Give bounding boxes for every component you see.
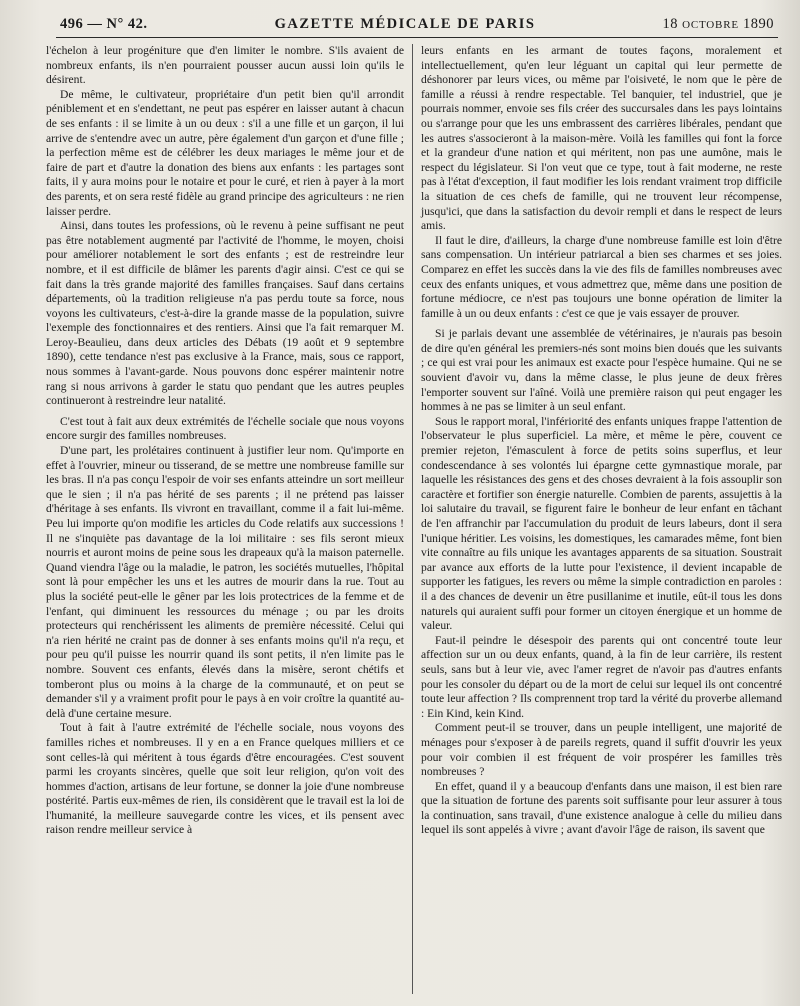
page-number: 496 — N° 42.: [60, 16, 148, 32]
paragraph: Tout à fait à l'autre extrémité de l'échelle sociale, nous voyons des familles riches et nombreuses. Il y en a en France quelques milliers et ce sont celles-là qui méritent à tous égards d'être encouragées. C'est souvent parmi les croyants sincères, quelle que soit leur religion, qu'on voit des hommes d'action, artisans de leur fortune, se donner la joie d'une nombreuse postérité. Partis eux-mêmes de rien, ils considèrent que le travail est la loi de l'humanité, la meilleure sauvegarde contre les vices, et ils pensent avec raison rendre meilleur service à: [46, 721, 405, 837]
paragraph: Sous le rapport moral, l'infériorité des enfants uniques frappe l'attention de l'observateur le plus superficiel. La mère, et même le père, couvent ce premier rejeton, l'émasculent à force de petits soins superflus, et leur condescendance à ses volontés lui épargne cette gymnastique morale, par laquelle les résistances des gens et des choses devraient à la fois assouplir son caractère et fortifier son énergie naturelle. Combien de parents, assujettis à la loi salutaire du travail, se figurent faire le bonheur de leur enfant en tâchant de l'en affranchir par l'accumulation du produit de leurs labeurs, dont il sera l'unique héritier. Les voisins, les domestiques, les camarades même, font bien vite connaître au fils unique les avantages apparents de sa situation. Soustrait par avance aux efforts de la lutte pour l'existence, il devient incapable de supporter les fatigues, les revers ou même la simple contradiction en paroles : il a des chances de devenir un être pusillanime et inutile, eût-il tous les dons naturels qui auraient suffi pour former un citoyen énergique et un homme de valeur.: [421, 414, 782, 633]
paragraph: Comment peut-il se trouver, dans un peuple intelligent, une majorité de ménages pour s'exposer à de pareils regrets, quand il suffit d'ouvrir les yeux pour voir combien il est fréquent de voir prospérer les familles très nombreuses ?: [421, 721, 782, 779]
page-header: [42, 10, 782, 37]
paragraph: En effet, quand il y a beaucoup d'enfants dans une maison, il est bien rare que la situation de fortune des parents soit suffisante pour leur assurer à tous la continuation, sans travail, d'une existence analogue à celle du milieu dans lequel ils sont appelés à vivre ; avant d'avoir l'âge de raison, ils savent que: [421, 779, 782, 837]
left-column: [46, 44, 412, 994]
paragraph: Si je parlais devant une assemblée de vétérinaires, je n'aurais pas besoin de dire qu'en général les premiers-nés sont moins bien doués que les suivants ; ce qui est vrai pour les animaux est exacte pour l'espèce humaine. Qui ne se souvient d'avoir vu, dans la même classe, le plus jeune de deux frères l'emporter souvent sur l'aîné. Voilà une première raison qui peut engager les hommes à ne pas se limiter à un seul enfant.: [421, 327, 782, 414]
paragraph: C'est tout à fait aux deux extrémités de l'échelle sociale que nous voyons encore surgir des familles nombreuses.: [46, 414, 405, 443]
paragraph: D'une part, les prolétaires continuent à justifier leur nom. Qu'importe en effet à l'ouvrier, mineur ou tisserand, de se mettre une nombreuse famille sur les bras. Il n'a pas conçu l'espoir de voir ses enfants atteindre un sort meilleur que le sien ; il n'a pas hérité de ses parents ; il ne prétend pas laisser d'héritage à ses enfants. Ils vivront en travaillant, comme il a fait lui-même. Peu lui importe qu'on modifie les articles du Code relatifs aux successions ! Il ne s'inquiète pas davantage de la loi militaire : ses fils seront mieux nourris et auront moins de peine sous les drapeaux qu'à la maison paternelle. Quand viendra l'âge ou la maladie, le patron, les sociétés mutuelles, l'hôpital sont là pour empêcher les uns et les autres de mourir dans la rue. Tout au plus la société peut-elle le gêner par les lois protectrices de la femme et de l'enfant, qui diminuent les ressources du ménage ; ou par les droits protecteurs qui renchérissent les aliments de première nécessité. Celui qui n'a rien hérité ne craint pas de donner à ses enfants moins qu'il n'a reçu, et pour peu qu'il puisse les nourrir quand ils sont petits, il n'en limite pas le nombre. Souvent ces enfants, élevés dans la misère, seront chétifs et tomberont plus ou moins à la charge de la communauté, et on peut se demander s'il y a vraiment profit pour le pays à en voir croître la quantité au-delà d'une certaine mesure.: [46, 444, 405, 720]
issue-date: [662, 16, 774, 33]
paragraph: Ainsi, dans toutes les professions, où le revenu à peine suffisant ne peut pas être notablement augmenté par l'activité de l'homme, le moyen, choisi pour améliorer notablement le sort des enfants ; est de restreindre leur nombre, et il est difficile de blâmer les parents d'agir ainsi. C'est ce qui se fait dans la très grande majorité des familles françaises. Sauf dans certains départements, où la tradition religieuse n'a pas perdu toute sa force, nous voyons les cultivateurs, c'est-à-dire la grande masse de la population, suivre l'exemple des fonctionnaires et des rentiers. Ainsi que l'a fait remarquer M. Leroy-Beaulieu, dans deux articles des Débats (19 août et 9 septembre 1890), cette tendance n'est pas exclusive à la France, mais, sous ce rapport, nous sommes à l'avant-garde. Nous pouvons donc espérer maintenir notre rang si nous arrivons à garder le statu quo pendant que les autres peuples continueront à restreindre leur natalité.: [46, 219, 405, 408]
article-body: [42, 44, 782, 994]
paragraph: Il faut le dire, d'ailleurs, la charge d'une nombreuse famille est loin d'être sans compensation. Un intérieur patriarcal a bien ses charmes et ses joies. Comparez en effet les succès dans la vie des fils de familles nombreuses avec ceux des enfants uniques, et vous admettrez que, même dans une position de fortune médiocre, ce n'est pas toujours une bonne opération de limiter la famille à un ou deux enfants : c'est ce que je vais essayer de prouver.: [421, 233, 782, 320]
paragraph: l'échelon à leur progéniture que d'en limiter le nombre. S'ils avaient de nombreux enfants, ils n'en pourraient pousser aucun aussi loin qu'ils le désirent.: [46, 44, 405, 87]
date-year: 1890: [742, 16, 774, 32]
date-day: 18: [662, 16, 678, 32]
right-column: [412, 44, 782, 994]
journal-title: GAZETTE MÉDICALE DE PARIS: [274, 16, 536, 32]
date-month: OCTOBRE: [682, 19, 739, 31]
header-rule: [56, 37, 778, 38]
paragraph: leurs enfants en les armant de toutes façons, moralement et intellectuellement, qu'en leur léguant un capital qui leur permette de déshonorer par leurs vices, ou même par l'oisiveté, le nom que le père de famille a réussi à rendre respectable. Tel banquier, tel industriel, que je pourrais nommer, envoie ses fils créer des succursales dans les pays lointains ou s'arrange pour que les uns embrassent des carrières libérales, pendant que les autres s'associeront à la maison-mère. Voilà les familles qui font la force et la grandeur d'une nation et qui méritent, non pas une aumône, mais le respect du législateur. Si l'on veut que ce type, tout à fait moderne, ne reste pas à l'état d'exception, il faut modifier les lois rendant vraiment trop difficile la situation de ces chefs de famille, qui ne trouvent leur récompense, jusqu'ici, que dans la satisfaction du devoir rempli et dans le respect de leurs amis.: [421, 44, 782, 233]
paragraph: De même, le cultivateur, propriétaire d'un petit bien qu'il arrondit péniblement et en s'endettant, ne peut pas espérer en laisser autant à chacun de ses enfants : il se limite à un ou deux : s'il a une fille et un garçon, il lui arrive de s'entendre avec un autre, père également d'un garçon et d'une fille ; la perfection même est de célébrer les deux mariages le même jour et de faire de part et d'autre la donation des biens aux enfants : les partages sont faits, il y aura moins pour le notaire et pour le curé, et rien à payer à la mort des parents, et on sera resté fidèle au grand principe des agriculteurs : ne rien laisser perdre.: [46, 87, 405, 218]
paragraph: Faut-il peindre le désespoir des parents qui ont concentré toute leur affection sur un ou deux enfants, quand, à la fin de leur carrière, ils restent seuls, sans but à leur vie, avec l'amer regret de n'avoir pas d'autres enfants pour les consoler du départ ou de la mort de celui sur lequel ils ont concentré toute leur affection ? Ils comprennent trop tard la vérité du proverbe allemand : Ein Kind, kein Kind.: [421, 633, 782, 720]
